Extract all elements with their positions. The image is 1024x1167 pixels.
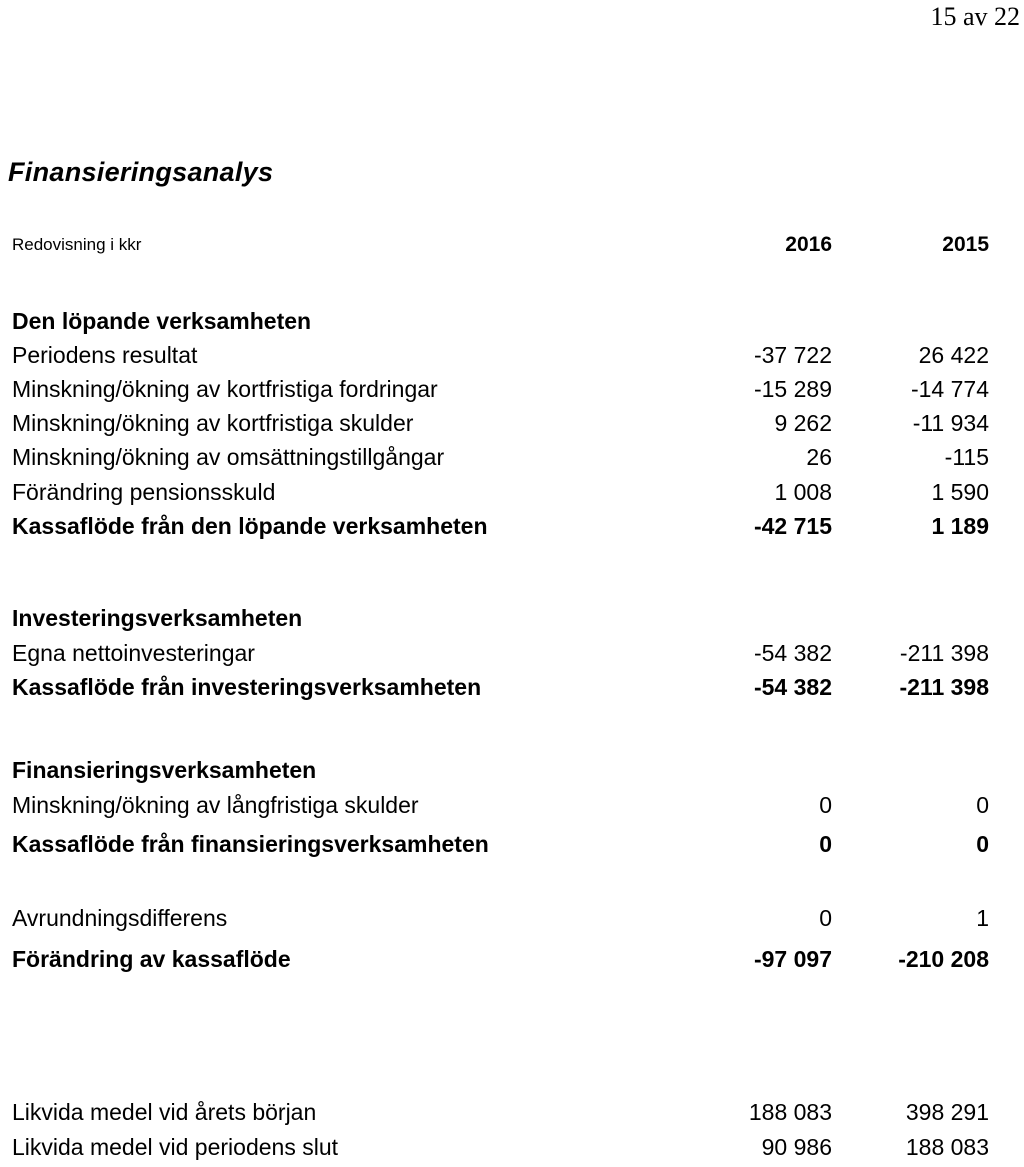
section-heading-lopande: Den löpande verksamheten [12, 308, 312, 334]
cash-end-row: Likvida medel vid periodens slut 90 986 188 083 [12, 1134, 989, 1160]
table-row: Minskning/ökning av långfristiga skulder 0 0 [12, 792, 989, 818]
year-2016-header: 2016 [785, 233, 832, 256]
year-2015-header: 2015 [942, 233, 989, 256]
table-header [12, 229, 992, 261]
table-row: Förändring pensionsskuld 1 008 1 590 [12, 479, 989, 505]
page-number: 15 av 22 [930, 2, 1020, 31]
cash-start-row: Likvida medel vid årets början 188 083 398 291 [12, 1099, 989, 1125]
page-title: Finansieringsanalys [8, 157, 274, 187]
total-row-finansiering: Kassaflöde från finansieringsverksamheten 0 0 [12, 831, 989, 857]
table-row: Minskning/ökning av kortfristiga fordringar -15 289 -14 774 [12, 376, 989, 402]
rounding-row: Avrundningsdifferens 0 1 [12, 905, 989, 931]
section-heading-finansiering: Finansieringsverksamheten [12, 757, 317, 783]
total-row-lopande: Kassaflöde från den löpande verksamheten -42 715 1 189 [12, 513, 989, 539]
cashflow-change-row: Förändring av kassaflöde -97 097 -210 208 [12, 946, 989, 972]
table-row: Periodens resultat -37 722 26 422 [12, 342, 989, 368]
table-row: Egna nettoinvesteringar -54 382 -211 398 [12, 640, 989, 666]
total-row-investering: Kassaflöde från investeringsverksamheten -54 382 -211 398 [12, 674, 989, 700]
table-row: Minskning/ökning av kortfristiga skulder 9 262 -11 934 [12, 410, 989, 436]
unit-label: Redovisning i kkr [12, 235, 142, 254]
table-row: Minskning/ökning av omsättningstillgångar 26 -115 [12, 444, 989, 470]
section-heading-investering: Investeringsverksamheten [12, 605, 303, 631]
